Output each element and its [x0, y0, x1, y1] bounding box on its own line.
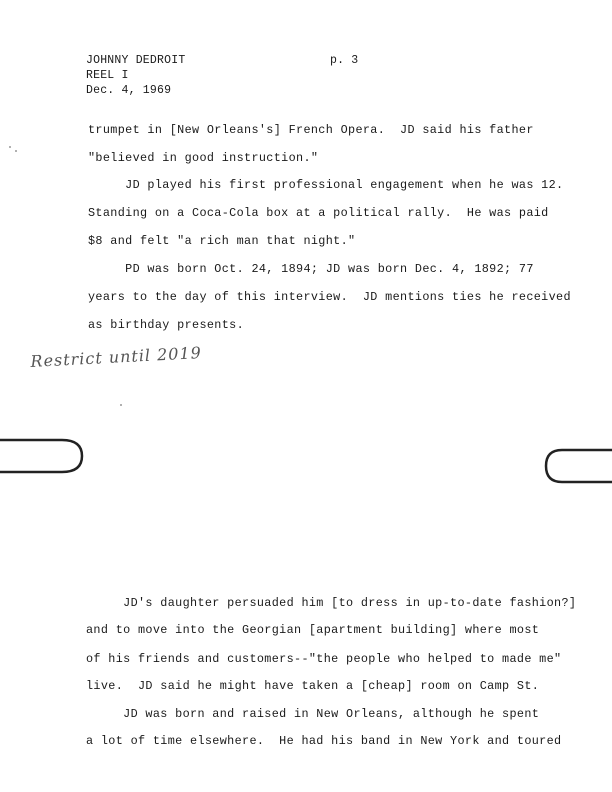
left-paper-clip-icon	[0, 436, 90, 480]
text-line: JD was born and raised in New Orleans, although he spent	[86, 707, 540, 721]
text-line: years to the day of this interview. JD mentions ties he received	[88, 290, 571, 304]
header-date: Dec. 4, 1969	[86, 84, 172, 97]
scan-speck	[9, 146, 11, 148]
text-line: PD was born Oct. 24, 1894; JD was born Dec. 4, 1892; 77	[88, 262, 534, 276]
right-paper-clip-icon	[540, 446, 612, 490]
header-name: JOHNNY DEDROIT	[86, 54, 186, 67]
text-line: live. JD said he might have taken a [cheap] room on Camp St.	[86, 679, 540, 693]
scan-speck	[15, 150, 17, 152]
text-line: Standing on a Coca-Cola box at a political rally. He was paid	[88, 206, 549, 220]
text-line: JD played his first professional engagement when he was 12.	[88, 178, 564, 192]
text-line: JD's daughter persuaded him [to dress in up-to-date fashion?]	[86, 596, 577, 610]
text-line: a lot of time elsewhere. He had his band in New York and toured	[86, 734, 562, 748]
text-line: "believed in good instruction."	[88, 151, 319, 165]
header-reel: REEL I	[86, 69, 129, 82]
text-line: trumpet in [New Orleans's] French Opera. JD said his father	[88, 123, 534, 137]
scan-speck	[120, 404, 122, 406]
page-number: p. 3	[330, 54, 359, 67]
text-line: and to move into the Georgian [apartment building] where most	[86, 623, 540, 637]
text-line: of his friends and customers--"the people who helped to made me"	[86, 652, 562, 666]
text-line: as birthday presents.	[88, 318, 245, 332]
handwritten-restriction-note: Restrict until 2019	[30, 343, 203, 371]
text-line: $8 and felt "a rich man that night."	[88, 234, 356, 248]
